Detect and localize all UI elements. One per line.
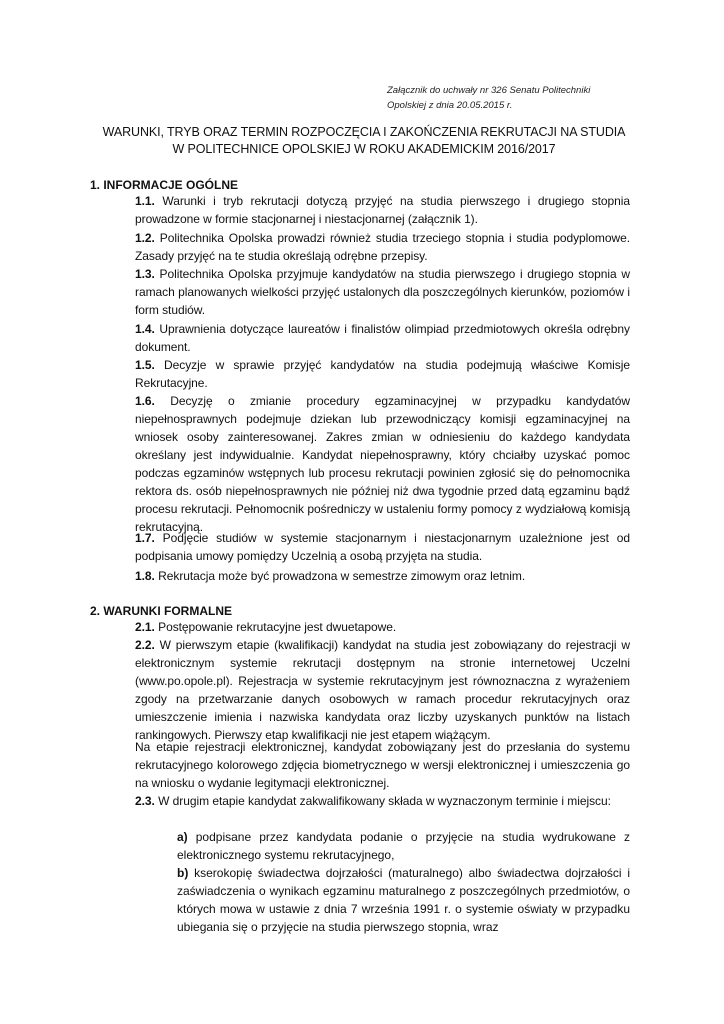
paragraph-text: Politechnika Opolska prowadzi również studia trzeciego stopnia i studia podyplomowe. Zasady przyjęć na te studia określają odrębne przepisy. bbox=[135, 231, 630, 263]
paragraph-1-1 bbox=[135, 192, 630, 228]
paragraph-number: 2.3. bbox=[135, 794, 155, 808]
paragraph-number: 1.2. bbox=[135, 231, 155, 245]
sub-item-text: kserokopię świadectwa dojrzałości (maturalnego) albo świadectwa dojrzałości i zaświadczenia o wynikach egzaminu maturalnego z poszczególnych przedmiotów, o których mowa w ustawie z dnia 7 września 1991 r. o systemie oświaty w przypadku ubiegania się o przyjęcie na studia pierwszego stopnia, wraz bbox=[177, 866, 631, 934]
annex-line-2: Opolskiej z dnia 20.05.2015 r. bbox=[387, 100, 513, 111]
paragraph-2-1 bbox=[135, 618, 630, 636]
paragraph-text: Warunki i tryb rekrutacji dotyczą przyjęć na studia pierwszego i drugiego stopnia prowadzone w formie stacjonarnej i niestacjonarnej (załącznik 1). bbox=[135, 194, 630, 226]
paragraph-1-3 bbox=[135, 265, 630, 319]
paragraph-number: 1.3. bbox=[135, 267, 155, 281]
title-line-1: WARUNKI, TRYB ORAZ TERMIN ROZPOCZĘCIA I ZAKOŃCZENIA REKRUTACJI NA STUDIA bbox=[102, 125, 626, 139]
paragraph-1-2 bbox=[135, 229, 630, 265]
paragraph-number: 1.4. bbox=[135, 322, 155, 336]
sub-item-b bbox=[177, 864, 630, 936]
annex-note bbox=[387, 83, 627, 113]
paragraph-number: 1.5. bbox=[135, 358, 155, 372]
paragraph-2-2 bbox=[135, 636, 630, 744]
paragraph-text: Decyzję o zmianie procedury egzaminacyjnej w przypadku kandydatów niepełnosprawnych podejmuje dziekan lub przewodniczący komisji egzaminacyjnej na wniosek osoby zainteresowanej. Zakres zmian w odniesieniu do każdego kandydata określany jest indywidualnie. Kandydat niepełnosprawny, który chciałby uzyskać pomoc podczas egzaminów wstępnych lub procesu rekrutacji powinien zgłosić się do pełnomocnika rektora ds. osób niepełnosprawnych nie później niż dwa tygodnie przed datą egzaminu bądź procesu rekrutacji. Pełnomocnik pośredniczy w ustaleniu formy pomocy z wydziałową komisją rekrutacyjną. bbox=[135, 394, 630, 534]
paragraph-2-2-continued: Na etapie rejestracji elektronicznej, kandydat zobowiązany jest do przesłania do systemu rekrutacyjnego kolorowego zdjęcia biometrycznego w wersji elektronicznej i umieszczenia go na wniosku o wydanie legitymacji elektronicznej. bbox=[135, 740, 630, 790]
title-line-2: W POLITECHNICE OPOLSKIEJ W ROKU AKADEMICKIM 2016/2017 bbox=[172, 142, 556, 156]
paragraph-text: Politechnika Opolska przyjmuje kandydatów na studia pierwszego i drugiego stopnia w ramach planowanych wielkości przyjęć ustalonych dla poszczególnych kierunków, poziomów i form studiów. bbox=[135, 267, 630, 317]
section-2-heading: 2. WARUNKI FORMALNE bbox=[90, 604, 232, 618]
paragraph-2-3 bbox=[135, 792, 630, 810]
paragraph-text: Uprawnienia dotyczące laureatów i finalistów olimpiad przedmiotowych określa odrębny dokument. bbox=[135, 322, 630, 354]
sub-item-a bbox=[177, 828, 630, 864]
section-1-heading: 1. INFORMACJE OGÓLNE bbox=[90, 178, 239, 192]
annex-line-1: Załącznik do uchwały nr 326 Senatu Politechniki bbox=[387, 85, 591, 96]
paragraph-number: 2.2. bbox=[135, 638, 155, 652]
paragraph-number: 1.6. bbox=[135, 394, 155, 408]
paragraph-text: Rekrutacja może być prowadzona w semestrze zimowym oraz letnim. bbox=[158, 569, 526, 583]
paragraph-number: 1.8. bbox=[135, 569, 155, 583]
paragraph-text: W pierwszym etapie (kwalifikacji) kandydat na studia jest zobowiązany do rejestracji w elektronicznym systemie rekrutacji dostępnym na stronie internetowej Uczelni (www.po.opole.pl). Rejestracja w systemie rekrutacyjnym jest równoznaczna z wyrażeniem zgody na przetwarzanie danych osobowych w ramach procedur rekrutacyjnych oraz umieszczenie imienia i nazwiska kandydata oraz liczby uzyskanych punktów na listach rankingowych. Pierwszy etap kwalifikacji nie jest etapem wiążącym. bbox=[135, 638, 630, 742]
paragraph-text: W drugim etapie kandydat zakwalifikowany składa w wyznaczonym terminie i miejscu: bbox=[158, 794, 611, 808]
paragraph-text: Decyzje w sprawie przyjęć kandydatów na studia podejmują właściwe Komisje Rekrutacyjne. bbox=[135, 358, 630, 390]
paragraph-number: 2.1. bbox=[135, 620, 155, 634]
paragraph-1-8 bbox=[135, 567, 630, 585]
paragraph-1-6 bbox=[135, 392, 630, 536]
sub-item-letter: b) bbox=[177, 866, 189, 880]
paragraph-1-4 bbox=[135, 320, 630, 356]
paragraph-1-5 bbox=[135, 356, 630, 392]
sub-item-text: podpisane przez kandydata podanie o przyjęcie na studia wydrukowane z elektronicznego systemu rekrutacyjnego, bbox=[177, 830, 630, 862]
sub-item-letter: a) bbox=[177, 830, 188, 844]
paragraph-text: Postępowanie rekrutacyjne jest dwuetapowe. bbox=[158, 620, 397, 634]
paragraph-number: 1.7. bbox=[135, 531, 155, 545]
paragraph-text: Podjęcie studiów w systemie stacjonarnym i niestacjonarnym uzależnione jest od podpisania umowy pomiędzy Uczelnią a osobą przyjęta na studia. bbox=[135, 531, 630, 563]
paragraph-number: 1.1. bbox=[135, 194, 155, 208]
paragraph-1-7 bbox=[135, 529, 630, 565]
document-title bbox=[90, 124, 638, 158]
